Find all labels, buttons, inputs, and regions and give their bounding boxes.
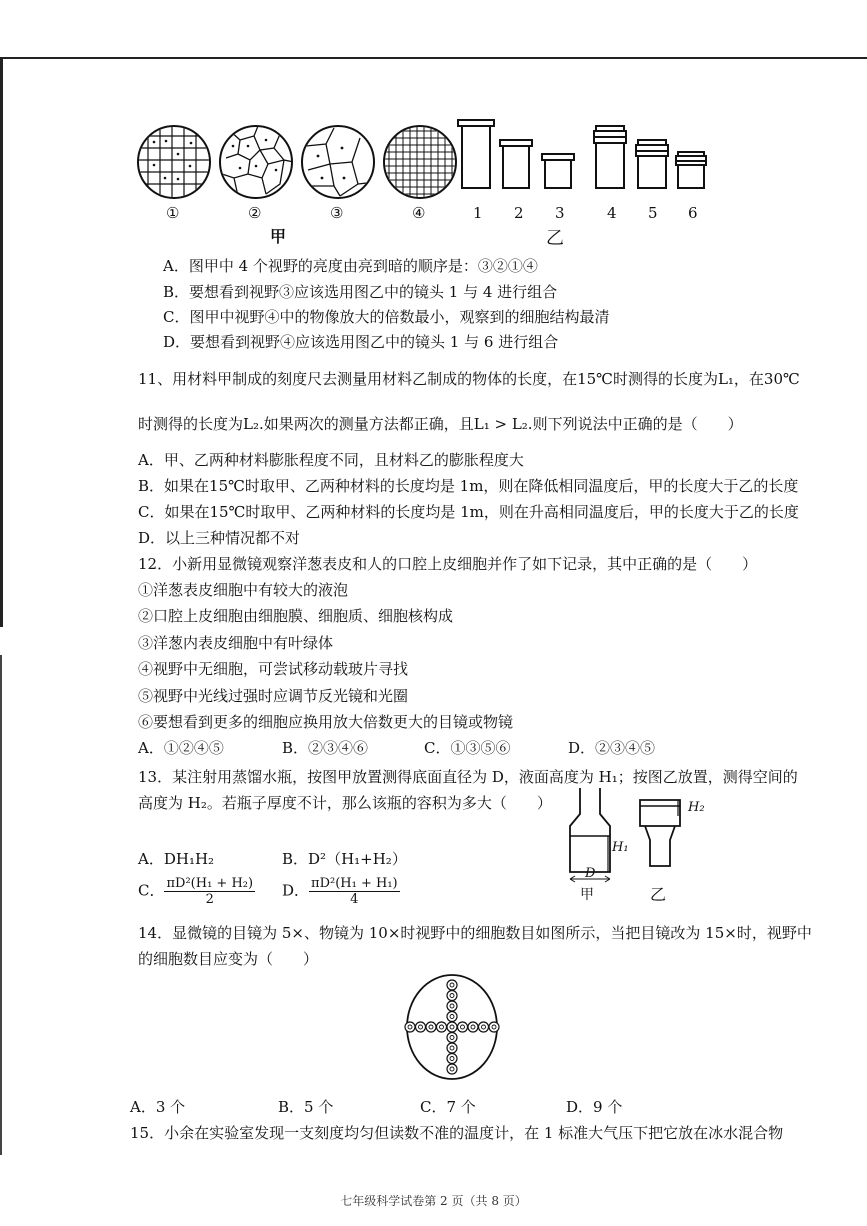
lens-label-2: 2 [514,204,524,222]
lens-2-icon [498,138,534,190]
cell-icon [489,1022,499,1032]
q11-option-b: B．如果在15℃时取甲、乙两种材料的长度均是 1m，则在降低相同温度后，甲的长度大于乙的长度 [138,477,799,495]
q11-stem-line2: 时测得的长度为L₂.如果两次的测量方法都正确，且L₁ > L₂.则下列说法中正确的是（ ） [138,415,743,433]
field-of-view-3 [300,124,376,200]
q12-item-4: ④视野中无细胞，可尝试移动载玻片寻找 [138,660,409,678]
bottle-yi [640,800,680,826]
cell-icon [447,980,457,990]
field-of-view-1 [136,124,212,200]
cell-icon [479,1022,489,1032]
cell-icon [447,1043,457,1053]
q14-option-c: C．7 个 [420,1098,476,1116]
q10-option-d: D．要想看到视野④应该选用图乙中的镜头 1 与 6 进行组合 [163,333,559,351]
circle-label-2: ② [248,204,262,222]
q14-cell-field-figure [404,972,500,1082]
q10-figure [130,118,750,248]
q13-option-c-denominator: 2 [205,892,214,907]
lens-label-4: 4 [607,204,617,222]
q12-option-a: A．①②④⑤ [138,739,224,757]
q10-option-a: A．图甲中 4 个视野的亮度由亮到暗的顺序是：③②①④ [163,257,538,275]
lens-label-1: 1 [473,204,483,222]
cell-icon [447,1033,457,1043]
q14-stem-line1: 14．显微镜的目镜为 5×、物镜为 10×时视野中的细胞数目如图所示，当把目镜改为 15×时，视野中 [138,924,812,942]
q13-option-c [138,876,255,907]
q10-option-c: C．图甲中视野④中的物像放大的倍数最小，观察到的细胞结构最清 [163,308,610,326]
q12-option-b: B．②③④⑥ [282,739,369,757]
lens-label-3: 3 [555,204,565,222]
group-label-jia: 甲 [270,227,287,246]
q13-option-d-numerator: πD²(H₁ + H₁) [311,876,398,891]
q13-option-d [282,876,400,907]
cell-icon [447,1012,457,1022]
cell-icon [458,1022,468,1032]
q13-option-d-denominator: 4 [350,892,359,907]
q14-option-b: B．5 个 [278,1098,334,1116]
lens-1-icon [456,118,496,190]
q13-option-c-numerator: πD²(H₁ + H₂) [166,876,254,891]
page-footer: 七年级科学试卷第 2 页（共 8 页） [340,1194,527,1208]
lens-5-icon [634,138,670,190]
q11-option-a: A．甲、乙两种材料膨胀程度不同，且材料乙的膨胀程度大 [138,451,524,469]
cell-icon [437,1022,447,1032]
page-top-border [0,57,867,59]
q13-stem-line2: 高度为 H₂。若瓶子厚度不计，那么该瓶的容积为多大（ ） [138,794,552,812]
q13-option-c-prefix: C． [138,881,165,900]
cell-icon [447,1022,457,1032]
page-left-border [0,57,3,627]
q14-option-d: D．9 个 [566,1098,623,1116]
q13-option-a: A．DH₁H₂ [138,850,215,868]
q13-option-d-prefix: D． [282,881,310,900]
fig-label-h1: H₁ [612,840,629,855]
circle-label-1: ① [166,204,180,222]
q15-stem-line1: 15．小余在实验室发现一支刻度均匀但读数不准的温度计，在 1 标准大气压下把它放在冰水混合物 [130,1124,784,1142]
lens-label-5: 5 [648,204,658,222]
q12-option-d: D．②③④⑤ [568,739,656,757]
lens-4-icon [592,124,628,190]
q12-item-5: ⑤视野中光线过强时应调节反光镜和光圈 [138,687,409,705]
lens-3-icon [540,152,576,190]
q11-option-d: D．以上三种情况都不对 [138,529,301,547]
cell-icon [447,1064,457,1074]
q13-option-b: B．D²（H₁+H₂） [282,850,407,868]
lens-label-6: 6 [688,204,698,222]
circle-label-4: ④ [412,204,426,222]
q12-item-2: ②口腔上皮细胞由细胞膜、细胞质、细胞核构成 [138,607,454,625]
q12-item-1: ①洋葱表皮细胞中有较大的液泡 [138,581,349,599]
page-left-border-lower [0,655,2,1155]
cell-icon [468,1022,478,1032]
q12-option-c: C．①③⑤⑥ [424,739,511,757]
cell-icon [405,1022,415,1032]
q13-stem-line1: 13．某注射用蒸馏水瓶，按图甲放置测得底面直径为 D，液面高度为 H₁；按图乙放置，测得空间的 [138,768,798,786]
field-of-view-2 [218,124,294,200]
cell-icon [447,991,457,1001]
q12-item-6: ⑥要想看到更多的细胞应换用放大倍数更大的目镜或物镜 [138,713,514,731]
group-label-yi: 乙 [546,228,564,249]
field-of-view-4 [382,124,458,200]
q12-stem: 12．小新用显微镜观察洋葱表皮和人的口腔上皮细胞并作了如下记录，其中正确的是（ ） [138,555,758,573]
q11-option-c: C．如果在15℃时取甲、乙两种材料的长度均是 1m，则在升高相同温度后，甲的长度大于乙的长度 [138,503,799,521]
cell-icon [447,1001,457,1011]
fig-label-h2: H₂ [688,800,705,815]
fig-label-d: D [585,866,596,881]
cell-icon [416,1022,426,1032]
q10-option-b: B．要想看到视野③应该选用图乙中的镜头 1 与 4 进行组合 [163,283,558,301]
bottle-jia [570,788,610,872]
q12-item-3: ③洋葱内表皮细胞中有叶绿体 [138,634,334,652]
circle-label-3: ③ [330,204,344,222]
fig-label-yi: 乙 [650,885,667,904]
q13-option-d-fraction [309,876,400,907]
lens-6-icon [674,150,708,190]
cell-icon [447,1054,457,1064]
q14-stem-line2: 的细胞数目应变为（ ） [138,950,319,968]
cell-icon [426,1022,436,1032]
q11-stem-line1: 11、用材料甲制成的刻度尺去测量用材料乙制成的物体的长度，在15℃时测得的长度为L₁，在30℃ [138,370,800,388]
fig-label-jia: 甲 [580,887,594,903]
q13-option-c-fraction [164,876,255,907]
q14-option-a: A．3 个 [130,1098,186,1116]
